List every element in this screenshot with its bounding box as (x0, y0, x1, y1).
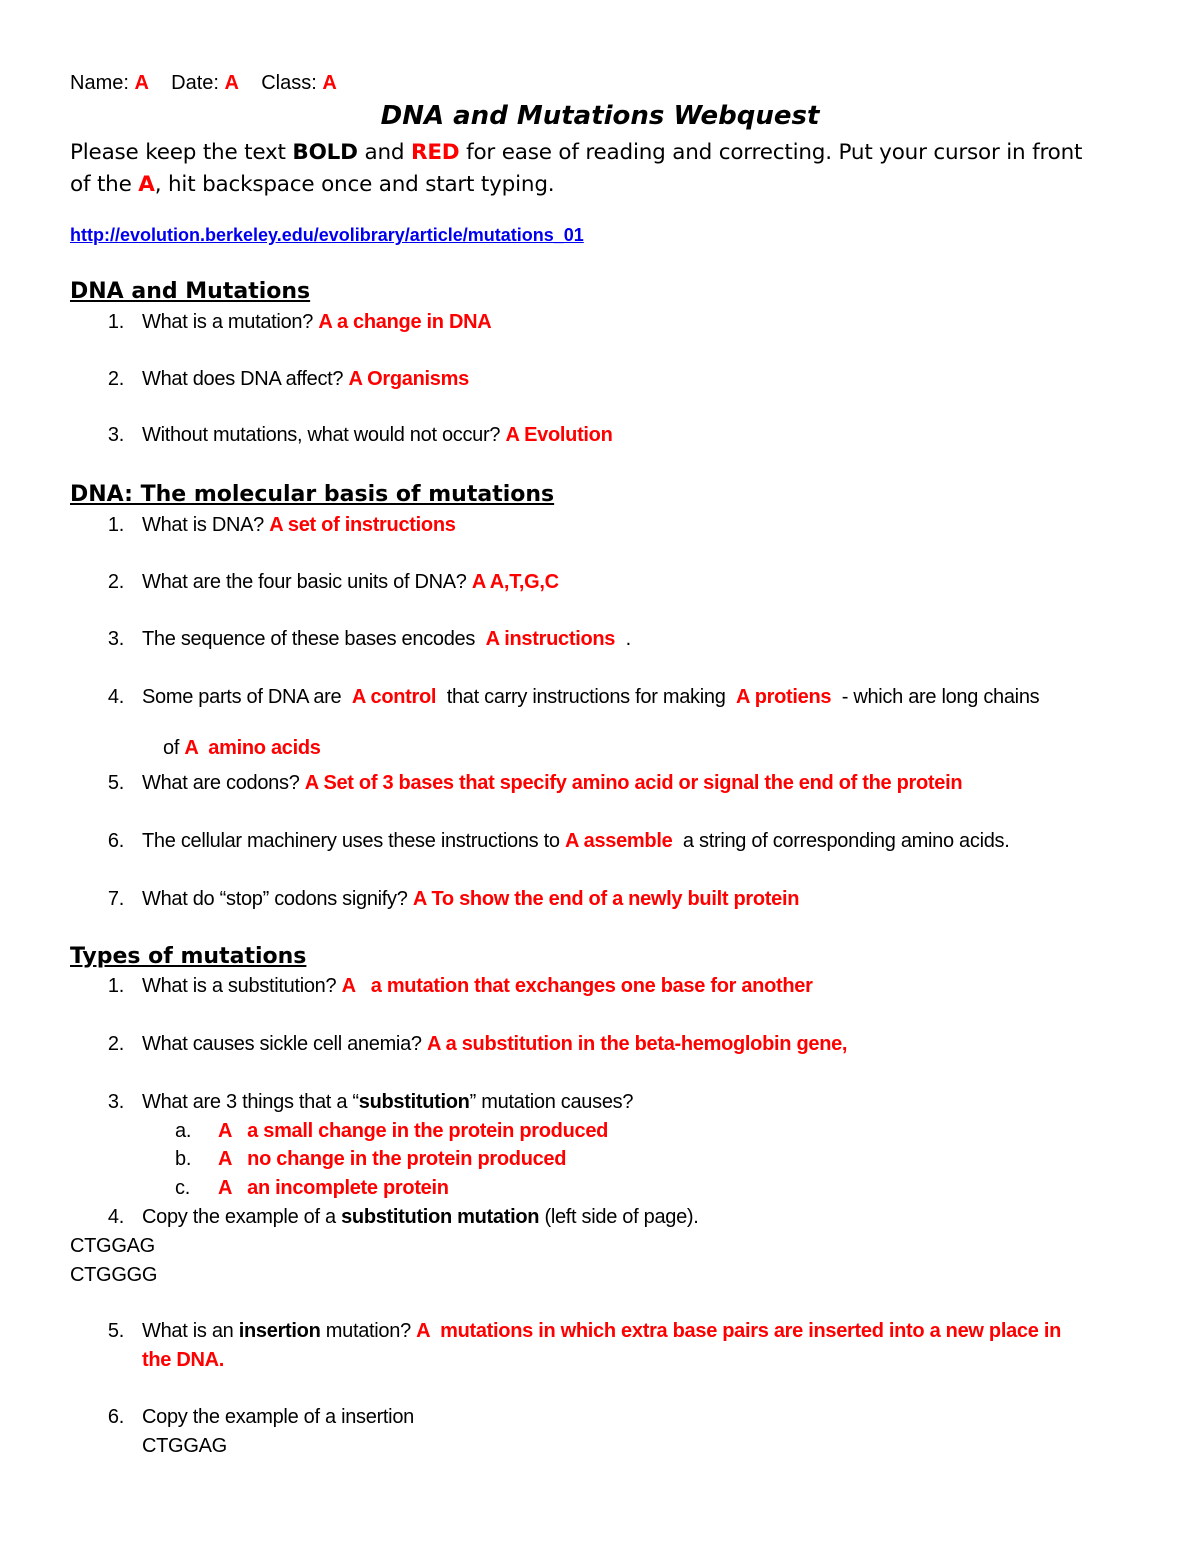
instructions-line-2: of the A, hit backspace once and start typing. (70, 172, 555, 197)
answer-field[interactable]: A To show the end of a newly built protein (412, 888, 800, 910)
answer-field[interactable]: A protiens (736, 686, 832, 708)
sequence-text: CTGGGG (70, 1264, 158, 1286)
sequence-text: CTGGAG (70, 1235, 155, 1257)
section-heading-molecular-basis: DNA: The molecular basis of mutations (70, 482, 555, 507)
date-field[interactable]: A (224, 72, 239, 94)
sequence-text: CTGGAG (142, 1435, 227, 1457)
answer-field[interactable]: A A,T,G,C (471, 571, 559, 593)
header-line (70, 72, 337, 95)
answer-field[interactable]: A an incomplete protein (218, 1177, 449, 1199)
answer-field[interactable]: A amino acids (184, 737, 321, 759)
answer-field[interactable]: A Evolution (505, 424, 613, 446)
answer-field-continuation[interactable]: the DNA. (142, 1349, 225, 1371)
answer-field[interactable]: A assemble (564, 830, 673, 852)
answer-field[interactable]: A Set of 3 bases that specify amino acid or signal the end of the protein (304, 772, 963, 794)
reference-link-row (70, 225, 584, 246)
answer-field[interactable]: A a substitution in the beta-hemoglobin gene, (426, 1033, 848, 1055)
answer-field[interactable]: A mutations in which extra base pairs are inserted into a new place in (416, 1320, 1061, 1342)
answer-field[interactable]: A a change in DNA (318, 311, 492, 333)
list-item-continuation: of A amino acids (163, 737, 321, 759)
answer-field[interactable]: A control (351, 686, 437, 708)
reference-link[interactable]: http://evolution.berkeley.edu/evolibrary/article/mutations_01 (70, 225, 584, 245)
page-title: DNA and Mutations Webquest (380, 101, 820, 131)
date-label: Date: (171, 72, 219, 94)
answer-field[interactable]: A a mutation that exchanges one base for another (341, 975, 813, 997)
answer-field[interactable]: A instructions (485, 628, 616, 650)
answer-field[interactable]: A a small change in the protein produced (218, 1120, 609, 1142)
answer-field[interactable]: A Organisms (348, 368, 469, 390)
name-label: Name: (70, 72, 129, 94)
answer-field[interactable]: A no change in the protein produced (218, 1148, 567, 1170)
class-label: Class: (261, 72, 317, 94)
section-heading-dna-mutations: DNA and Mutations (70, 279, 311, 304)
answer-field[interactable]: A set of instructions (269, 514, 456, 536)
class-field[interactable]: A (322, 72, 337, 94)
name-field[interactable]: A (134, 72, 149, 94)
section-heading-types-of-mutations: Types of mutations (70, 944, 307, 969)
document-page: Name: A Date: A Class: A DNA and Mutations Webquest Please keep the text BOLD and RED for ease of reading and correcting. Put your cursor in front of the A, hit backspace once and start typing. http://evolution.berkeley.edu/evolibrary/article/mutations_01 DNA and Mutations 1. What is a mutation? A a change in DNA 2. What does DNA affect? A Organisms 3. Without mutations, what would not occur? A Evolution DNA: The molecular basis of mutations 1. What is DNA? A set of instructions 2. What are the four basic units of DNA? A A,T,G,C 3. The sequence of these bases encodes A instructions . 4. Some parts of DNA are A control that carry instructions for making A protiens - which are long chains of A amino acids 5. What are codons? A Set of 3 bases that specify amino acid or signal the end of the protein 6. The cellular machinery uses these instructions to A assemble a string of corresponding amino acids. 7. What do “stop” codons signify? A To show the end of a newly built protein Types of mutations 1. What is a substitution? A a mutation that exchanges one base for another 2. What causes sickle cell anemia? A a substitution in the beta-hemoglobin gene, 3. What are 3 things that a “substitution” mutation causes? a. A a small change in the protein produced b. A no change in the protein produced c. A an incomplete protein 4. Copy the example of a substitution mutation (left side of page). CTGGAG CTGGGG 5. What is an insertion mutation? A mutations in which extra base pairs are inserted into a new place in the DNA. 6. Copy the example of a insertion CTGGAG (0, 0, 1200, 1553)
instructions-line-1: Please keep the text BOLD and RED for ease of reading and correcting. Put your cursor in front (70, 140, 1083, 165)
